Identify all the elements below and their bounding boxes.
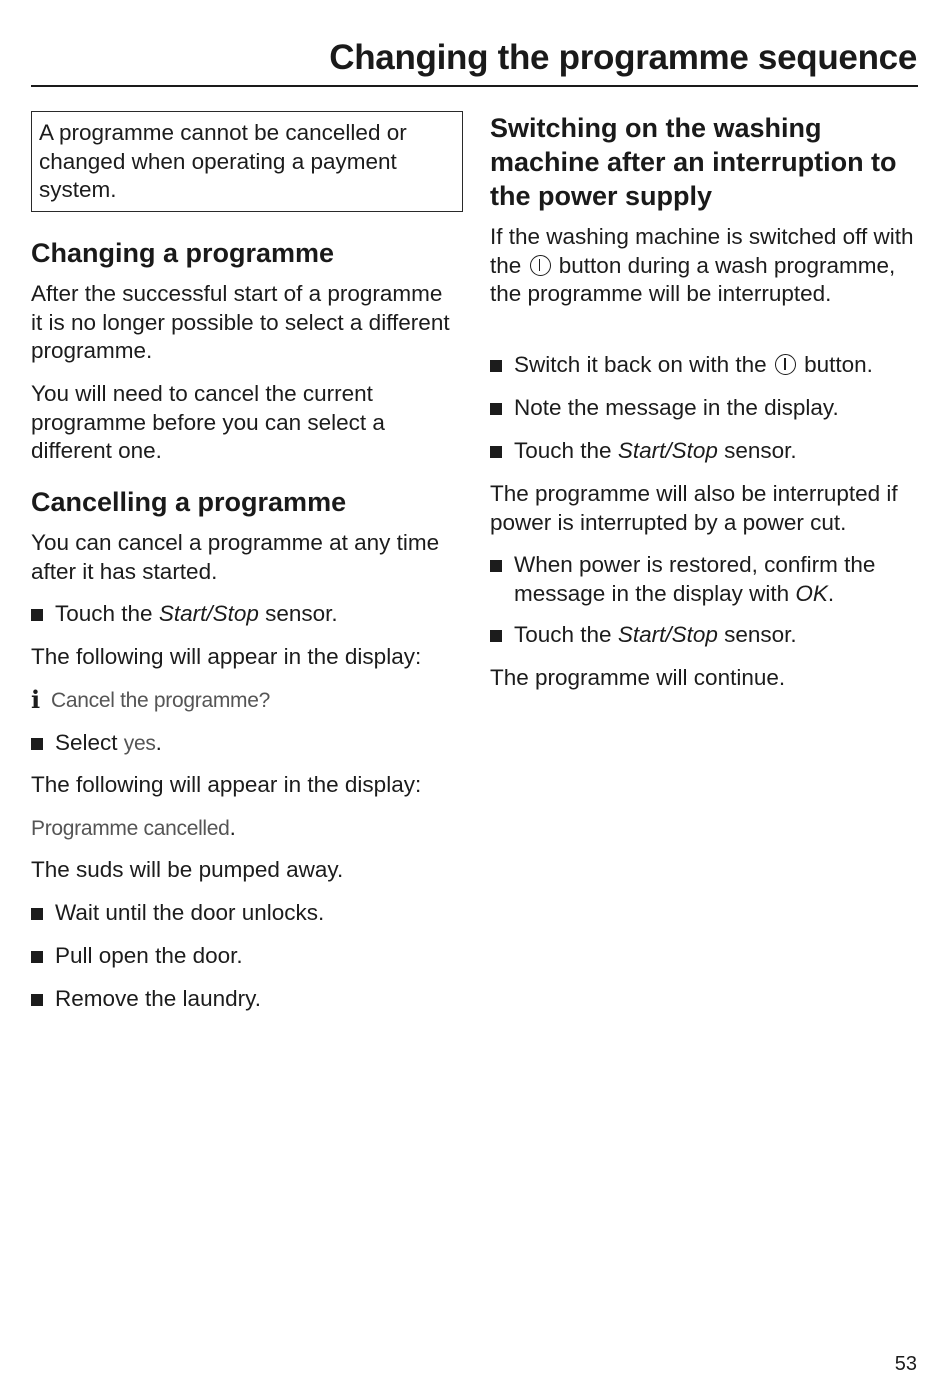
display-intro-1: The following will appear in the display: bbox=[31, 644, 422, 669]
cancelling-programme-heading: Cancelling a programme bbox=[31, 487, 347, 517]
bullet-square-icon bbox=[31, 994, 43, 1006]
step-open-door: Pull open the door. bbox=[31, 942, 471, 971]
start-stop-label: Start/Stop bbox=[617, 438, 718, 463]
notice-text: A programme cannot be cancelled or changed when operating a payment system. bbox=[39, 120, 407, 202]
power-button-icon bbox=[530, 255, 551, 276]
step-switch-back-on: Switch it back on with the button. bbox=[490, 351, 920, 380]
changing-paragraph-1: After the successful start of a programme it is no longer possible to select a different programme. bbox=[31, 281, 450, 363]
step-touch-start-stop: Touch the Start/Stop sensor. bbox=[31, 600, 471, 629]
payment-system-notice bbox=[31, 111, 463, 212]
ok-label: OK bbox=[795, 580, 828, 606]
display-intro-2: The following will appear in the display: bbox=[31, 772, 422, 797]
step-note-message: Note the message in the display. bbox=[490, 394, 920, 423]
bullet-square-icon bbox=[31, 609, 43, 621]
bullet-square-icon bbox=[31, 951, 43, 963]
power-button-icon bbox=[775, 354, 796, 375]
step-touch-start-stop-right: Touch the Start/Stop sensor. bbox=[490, 437, 920, 466]
programme-continues-note: The programme will continue. bbox=[490, 665, 786, 690]
start-stop-label: Start/Stop bbox=[158, 601, 259, 626]
bullet-square-icon bbox=[31, 738, 43, 750]
bullet-square-icon bbox=[31, 908, 43, 920]
start-stop-label: Start/Stop bbox=[617, 622, 718, 647]
bullet-square-icon bbox=[490, 560, 502, 572]
bullet-square-icon bbox=[490, 360, 502, 372]
header-divider bbox=[31, 85, 918, 87]
bullet-square-icon bbox=[490, 446, 502, 458]
power-paragraph-2: The programme will also be interrupted if power is interrupted by a power cut. bbox=[490, 481, 898, 535]
step-wait-door: Wait until the door unlocks. bbox=[31, 899, 471, 928]
option-yes: yes bbox=[123, 732, 156, 755]
changing-programme-heading: Changing a programme bbox=[31, 238, 335, 268]
step-remove-laundry: Remove the laundry. bbox=[31, 985, 471, 1014]
changing-paragraph-2: You will need to cancel the current programme before you can select a different one. bbox=[31, 381, 385, 463]
step-touch-start-stop-final: Touch the Start/Stop sensor. bbox=[490, 621, 920, 650]
power-paragraph-1: If the washing machine is switched off with the button during a wash programme, the programme will be interrupted. bbox=[490, 224, 914, 306]
display-message-1: i Cancel the programme? bbox=[31, 685, 270, 714]
step-confirm-ok: When power is restored, confirm the message in the display with OK. bbox=[490, 551, 920, 608]
suds-note: The suds will be pumped away. bbox=[31, 857, 344, 882]
display-message-2: Programme cancelled. bbox=[31, 815, 236, 840]
power-interruption-heading: Switching on the washing machine after an interruption to the power supply bbox=[490, 113, 897, 211]
cancelling-paragraph: You can cancel a programme at any time after it has started. bbox=[31, 530, 440, 584]
step-select-yes: Select yes. bbox=[31, 729, 471, 759]
info-icon: i bbox=[31, 685, 41, 714]
page-title: Changing the programme sequence bbox=[329, 38, 917, 77]
bullet-square-icon bbox=[490, 403, 502, 415]
bullet-square-icon bbox=[490, 630, 502, 642]
page-number: 53 bbox=[894, 1353, 917, 1374]
